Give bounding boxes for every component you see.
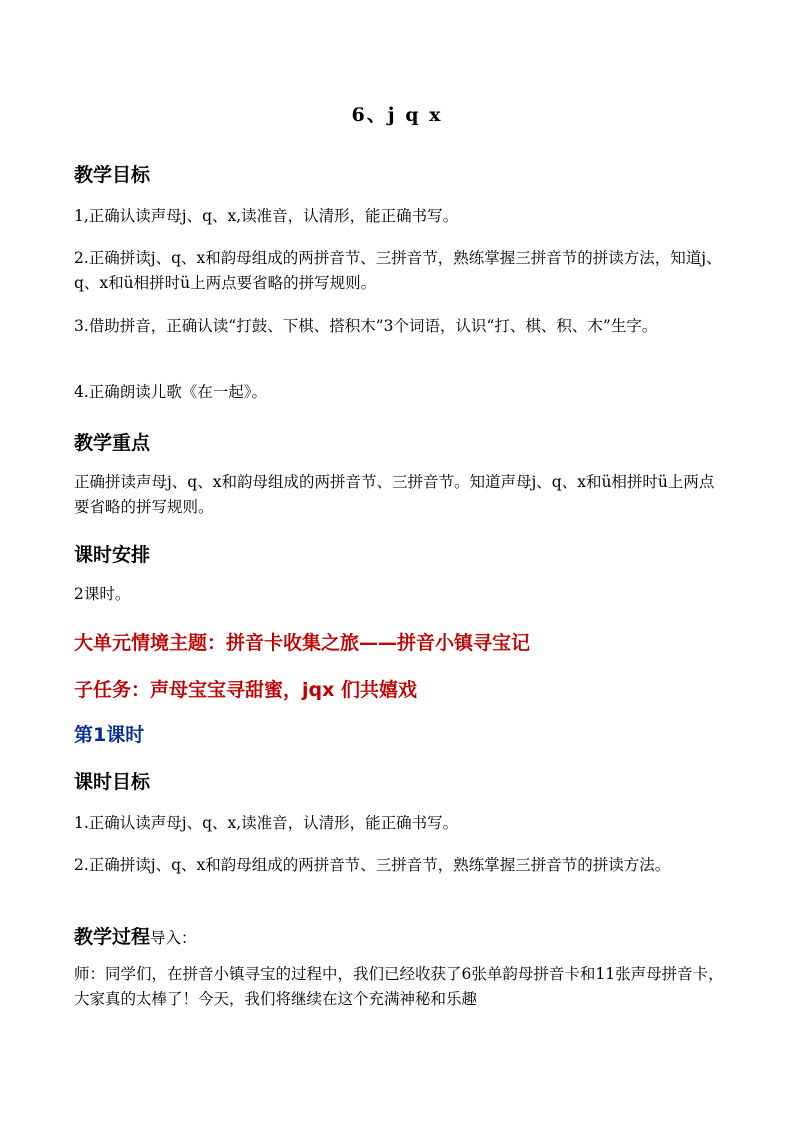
theme-heading: 大单元情境主题：拼音卡收集之旅——拼音小镇寻宝记	[74, 632, 531, 654]
subtask-heading: 子任务：声母宝宝寻甜蜜，jqx 们共嬉戏	[74, 679, 417, 701]
goal-item-1: 1,正确认读声母j、q、x,读准音，认清形，能正确书写。	[74, 207, 459, 225]
schedule-text: 2课时。	[74, 585, 131, 603]
process-subheading: 导入：	[150, 929, 197, 947]
process-heading	[74, 922, 197, 949]
goal-item-2: 2.正确拼读j、q、x和韵母组成的两拼音节、三拼音节，熟练掌握三拼音节的拼读方法，知道j、q、x和ü相拼时ü上两点要省略的拼写规则。	[74, 249, 722, 292]
lesson-goal-item-1: 1.正确认读声母j、q、x,读准音，认清形，能正确书写。	[74, 814, 459, 832]
process-heading-label: 教学过程	[74, 926, 151, 948]
goal-item-3: 3.借助拼音，正确认读“打鼓、下棋、搭积木”3个词语，认识“打、棋、积、木”生字。	[74, 317, 658, 335]
goals-heading: 教学目标	[74, 164, 151, 186]
process-text: 师：同学们，在拼音小镇寻宝的过程中，我们已经收获了6张单韵母拼音卡和11张声母拼音卡，大家真的太棒了！今天，我们将继续在这个充满神秘和乐趣	[74, 965, 724, 1008]
lesson-goals-heading: 课时目标	[74, 771, 151, 793]
goal-item-4: 4.正确朗读儿歌《在一起》。	[74, 383, 268, 401]
key-text: 正确拼读声母j、q、x和韵母组成的两拼音节、三拼音节。知道声母j、q、x和ü相拼时ü上两点要省略的拼写规则。	[74, 473, 715, 516]
lesson-heading: 第1课时	[74, 724, 145, 746]
lesson-goal-item-2: 2.正确拼读j、q、x和韵母组成的两拼音节、三拼音节，熟练掌握三拼音节的拼读方法。	[74, 856, 671, 874]
schedule-heading: 课时安排	[74, 544, 151, 566]
key-heading: 教学重点	[74, 432, 151, 454]
page-title: 6、j q x	[351, 104, 443, 126]
